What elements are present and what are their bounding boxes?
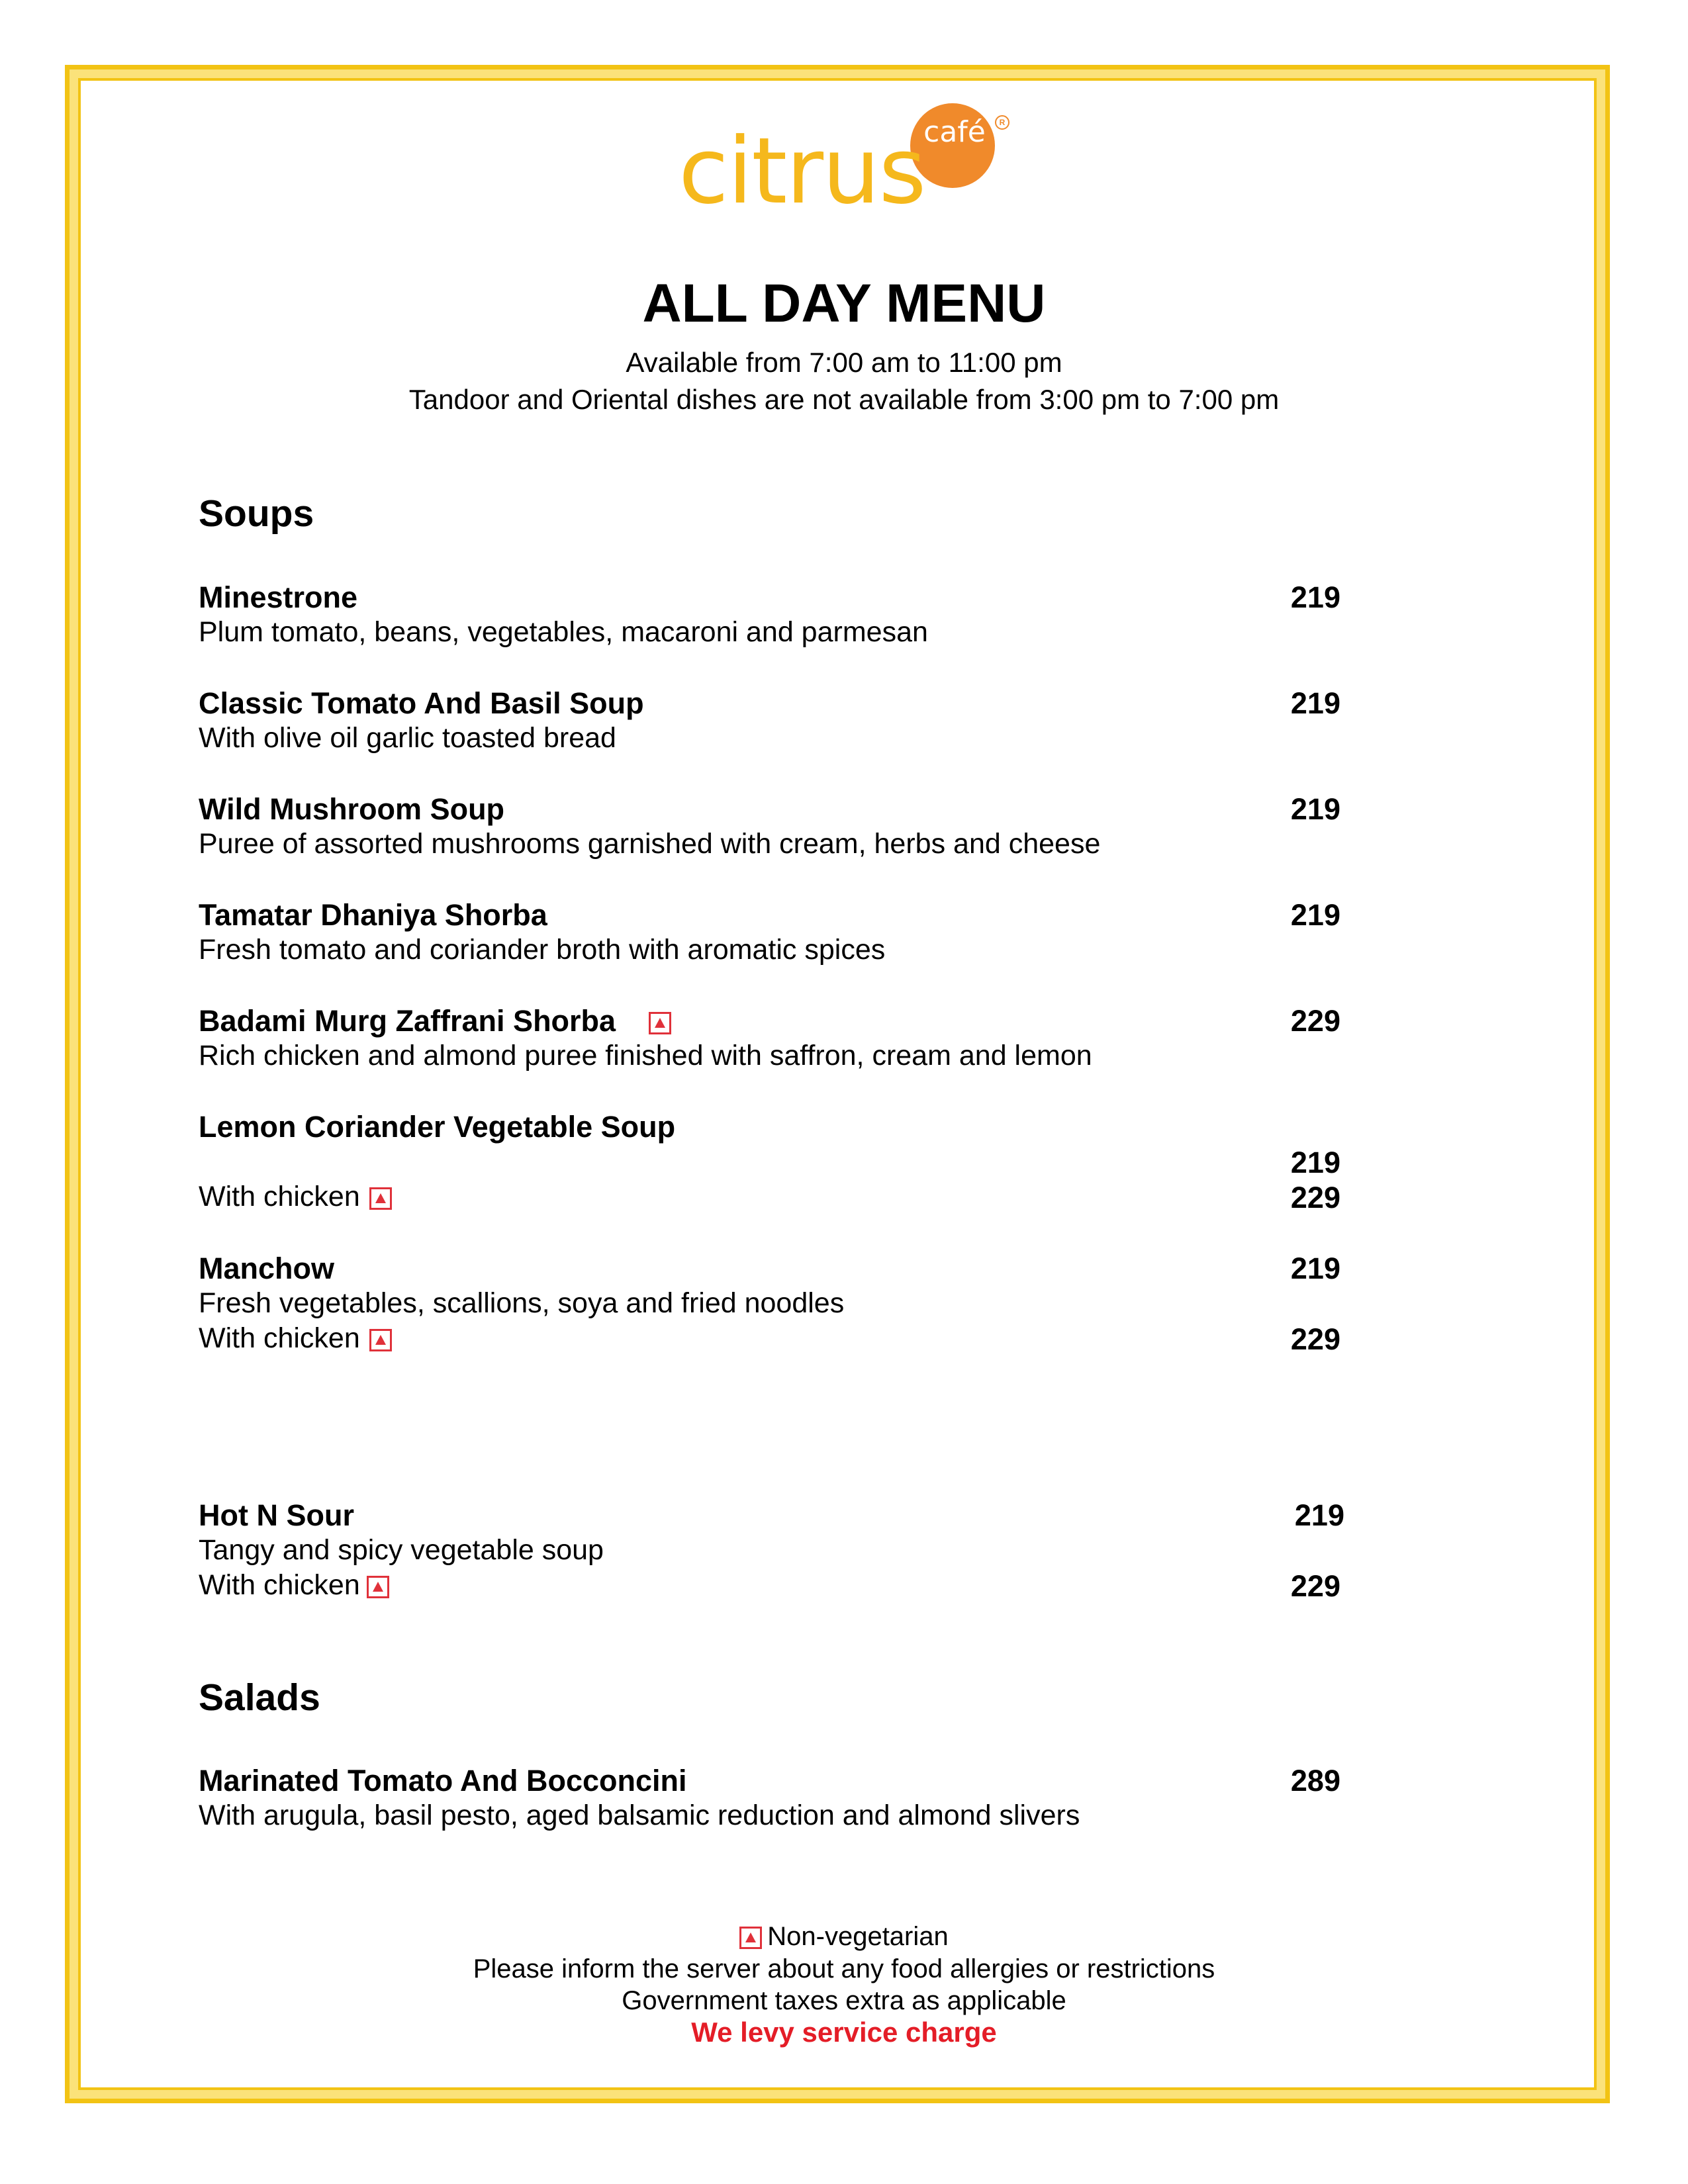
availability-note: Tandoor and Oriental dishes are not available from 3:00 pm to 7:00 pm	[408, 384, 1280, 415]
item-description: With olive oil garlic toasted bread	[199, 722, 616, 754]
menu-title: ALL DAY MENU	[642, 273, 1046, 334]
item-name: Hot N Sour	[199, 1498, 354, 1532]
item-price: 219	[1290, 792, 1340, 826]
non-veg-legend-label: Non-vegetarian	[767, 1922, 949, 1951]
item-name: Badami Murg Zaffrani Shorba	[199, 1004, 616, 1038]
tax-note: Government taxes extra as applicable	[622, 1986, 1066, 2015]
item-description: Plum tomato, beans, vegetables, macaroni and parmesan	[199, 616, 928, 648]
item-price: 229	[1290, 1004, 1340, 1038]
item-price: 219	[1290, 580, 1340, 614]
logo-wordmark: citrus	[679, 118, 925, 224]
item-name: Manchow	[199, 1251, 335, 1285]
item-name: Wild Mushroom Soup	[199, 792, 505, 826]
item-name: Lemon Coriander Vegetable Soup	[199, 1110, 676, 1144]
item-price: 219	[1290, 686, 1340, 720]
registered-mark: R	[995, 115, 1009, 130]
chicken-option-row	[199, 1183, 392, 1211]
allergy-note: Please inform the server about any food allergies or restrictions	[473, 1954, 1215, 1983]
item-price: 219	[1290, 1251, 1340, 1285]
non-veg-icon	[649, 1012, 671, 1034]
item-name-row	[199, 1006, 671, 1036]
service-charge-note: We levy service charge	[691, 2017, 997, 2048]
section-heading-salads: Salads	[199, 1676, 320, 1719]
chicken-option-price: 229	[1290, 1569, 1340, 1603]
item-price: 219	[1290, 898, 1340, 932]
chicken-option-price: 229	[1290, 1181, 1340, 1214]
chicken-option-row	[199, 1571, 389, 1600]
item-name: Marinated Tomato And Bocconcini	[199, 1764, 687, 1797]
non-veg-icon	[369, 1187, 392, 1210]
item-description: Fresh vegetables, scallions, soya and fried noodles	[199, 1287, 845, 1319]
item-name: Tamatar Dhaniya Shorba	[199, 898, 547, 932]
item-description: With arugula, basil pesto, aged balsamic reduction and almond slivers	[199, 1799, 1080, 1831]
availability-hours: Available from 7:00 am to 11:00 pm	[626, 347, 1062, 378]
item-price: 289	[1290, 1764, 1340, 1797]
chicken-option-label: With chicken	[199, 1322, 360, 1354]
item-description: Puree of assorted mushrooms garnished with cream, herbs and cheese	[199, 828, 1101, 860]
non-veg-icon	[369, 1329, 392, 1351]
item-description: Fresh tomato and coriander broth with aromatic spices	[199, 934, 886, 966]
chicken-option-row	[199, 1324, 392, 1353]
section-heading-soups: Soups	[199, 492, 314, 535]
chicken-option-label: With chicken	[199, 1181, 360, 1212]
logo-badge-text: café	[923, 115, 986, 149]
non-veg-icon	[739, 1927, 762, 1949]
item-price: 219	[1290, 1146, 1340, 1179]
chicken-option-price: 229	[1290, 1322, 1340, 1356]
item-description: Rich chicken and almond puree finished with saffron, cream and lemon	[199, 1040, 1092, 1071]
item-name: Minestrone	[199, 580, 358, 614]
non-veg-icon	[367, 1576, 389, 1598]
non-veg-legend	[0, 1923, 1688, 1950]
item-name: Classic Tomato And Basil Soup	[199, 686, 644, 720]
item-description: Tangy and spicy vegetable soup	[199, 1534, 604, 1566]
citrus-cafe-logo	[679, 98, 1009, 224]
item-price: 219	[1294, 1498, 1344, 1532]
chicken-option-label: With chicken	[199, 1569, 360, 1601]
